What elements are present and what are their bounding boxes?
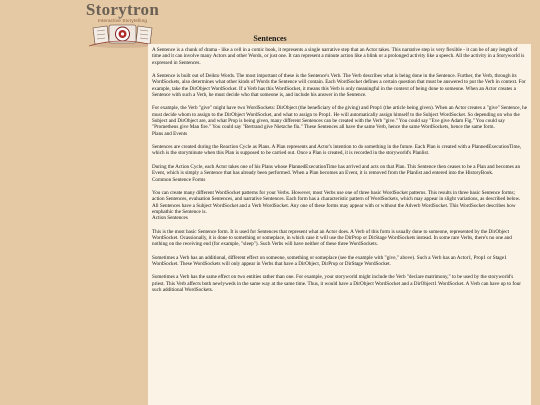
page-title: Sentences [253, 34, 287, 43]
paragraph [152, 164, 527, 183]
site-tagline: Interactive Storytelling [97, 18, 148, 23]
paragraph [152, 47, 527, 66]
paragraph-text: For example, the Verb "give" might have two WordSockets: DirObject (the beneficiary of the giving) and Prop1 (the article being given). When an Actor creates a "give" Sentence, he must decide whom to assign to the DirObject WordSocket, and what to assign to Prop1. He will automatically assign himself to the Subject WordSocket. So depending on who the Subject and DirObject are, and what Prop is being given, many different Sentences can be created with the Verb "give." You could say "Eve give Adam Fig." You could say "Prometheus give Man fire." You could say "Bertrand give Nietzche flu." These Sentences all have the same Verb, hence the same WordSockets, hence the same form. [152, 105, 527, 131]
paragraph [152, 105, 527, 137]
paragraph [152, 190, 527, 222]
paragraph [152, 274, 527, 293]
paragraph [152, 73, 527, 98]
section-heading: Action Sentences [152, 215, 188, 222]
paragraph [152, 144, 527, 157]
section-heading: Common Sentence Forms [152, 176, 206, 183]
paragraph-text: A Sentence is built out of Deikto Words. The most important of these is the Sentence's Verb. The Verb describes what is being done in the Sentence. Further, the Verb, through its WordSockets, also determines what other kinds of Words the Sentence will contain. Each WordSocket defines a certain question that must be answered to put the Verb in context. For example, take the DirObject WordSocket. If a Verb has this WordSocket, it means this Verb is only meaningful in the context of being done to someone. When an Actor creates a Sentence with such a Verb, he must decide who that someone is, and include his answer in the Sentence. [152, 73, 526, 99]
paragraph-text: You can create many different WordSocket patterns for your Verbs. However, most Verbs use one of three basic WordSocket patterns. This results in three basic Sentence forms; action Sentences, evaluation Sentences, and narrative Sentences. Each form has a characteristic pattern of WordSockets, which may appear in slight variations, as described below. All Sentences have a Subject WordSocket and a Verb WordSocket. Any one of these forms may appear with or without the Adverb WordSocket. This WordSocket describes how emphathic the Sentence is. [152, 189, 521, 215]
site-name: Storytron [85, 0, 160, 19]
paragraph-text: During the Action Cycle, each Actor takes one of his Plans whose PlannedExecutionTime has arrived and acts on that Plan. This Sentence then ceases to be a Plan and becomes an Event, which is simply a Sentence that has already been performed. When a Plan becomes an Event, it is removed from the Planlist and entered into the HistoryBook. [152, 163, 521, 177]
paragraph-text: This is the most basic Sentence form. It is used for Sentences that represent what an Actor does. A Verb of this form is usually done to someone, represented by the DirObject WordSocket. Ocassionally, it is done to something or someplace, in which case it will use the DirProp or DirStage WordSockets instead. In some rare Verbs, there's no one and nothing on the receiving end (for example, "sleep"). Such Verbs will have neither of these three WordSockets. [152, 228, 512, 248]
paragraph [152, 229, 527, 248]
paragraph-text: Sometimes a Verb has an additional, different effect on someone, something or someplace (see the example with "give," above). Such a Verb has an Actor1, Prop1 or Stage1 WordSocket. These WordSockets will only appear in Verbs that have a DirObject, DirProp or DirStage WordSocket. [152, 254, 507, 267]
paragraph [152, 255, 527, 268]
article-body [148, 44, 531, 405]
paragraph-text: A Sentence is a chunk of drama - like a cell in a comic book, it represents a single narrative step that an Actor takes. This narrative step is very flexible - it can be of any length of time and it can involve many Actors and other Words, or just one. It can represent a minute action like a blink or a prolonged activity like a speech. All the activity in a Storyworld is expressed in Sentences. [152, 47, 525, 66]
paragraph-text: Sometimes a Verb has the same effect on two entities rather than one. For example, your storyworld might include the Verb "declare matrimony," to be used by the storyworld's priest. This Verb affects both newlyweds in the same way at the same time. Thus, it would have a DirObject WordSocket and a DirObject1 WordSocket. A Verb can have up to four such additional WordSockets. [152, 274, 521, 293]
paragraph-text: Sentences are created during the Reaction Cycle as Plans. A Plan represents and Actor's intention to do something in the future. Each Plan is created with a PlannedExecutionTime, which is the storyminute when this Plan is supposed to be carried out. Once a Plan is created, it is recorded in the storyworld's Planlist. [152, 144, 522, 157]
section-heading: Plans and Events [152, 130, 188, 137]
